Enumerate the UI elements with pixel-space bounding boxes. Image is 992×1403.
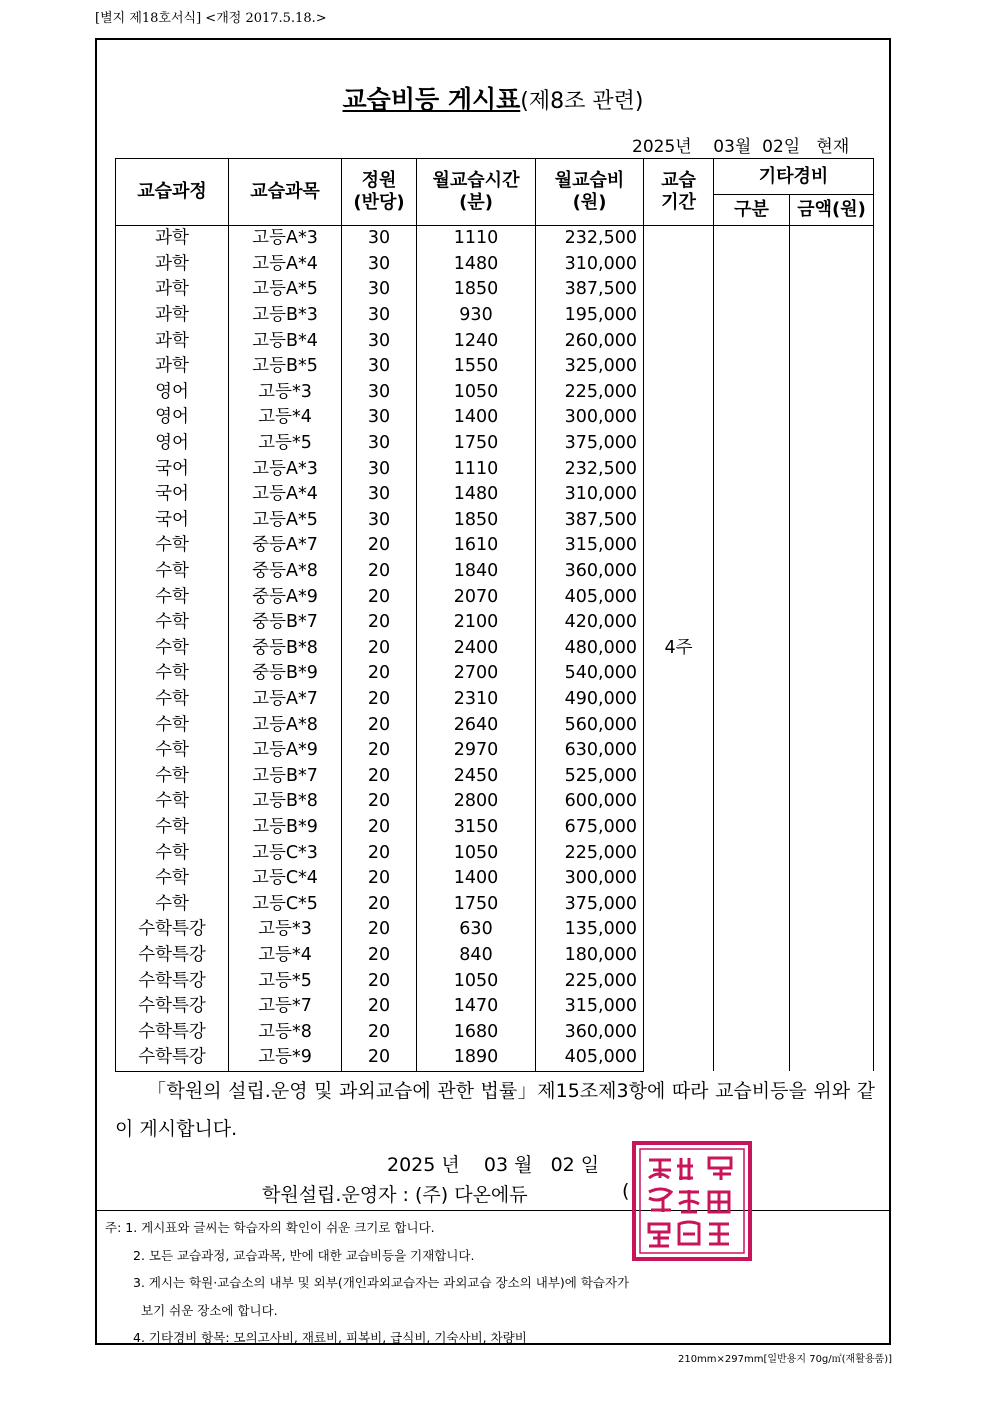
note-3: 3. 게시는 학원·교습소의 내부 및 외부(개인과외교습자는 과외교습 장소의 내부)에 학습자가 bbox=[133, 1275, 630, 1290]
cell-course: 과학 bbox=[116, 277, 229, 303]
notes bbox=[105, 1214, 629, 1352]
paper-size-footer: 210mm×297mm[일반용지 70g/㎡(재활용품)] bbox=[677, 1354, 892, 1365]
cell-capacity: 30 bbox=[342, 456, 417, 482]
cell-course: 수학특강 bbox=[116, 968, 229, 994]
cell-fee: 360,000 bbox=[536, 559, 644, 585]
cell-minutes: 1680 bbox=[417, 1019, 536, 1045]
cell-capacity: 20 bbox=[342, 789, 417, 815]
header-fee: 월교습비 (원) bbox=[536, 159, 644, 226]
cell-capacity: 20 bbox=[342, 712, 417, 738]
cell-subject: 고등*3 bbox=[229, 380, 342, 406]
cell-capacity: 30 bbox=[342, 405, 417, 431]
cell-capacity: 20 bbox=[342, 661, 417, 687]
note-4: 4. 기타경비 항목: 모의고사비, 재료비, 피복비, 급식비, 기숙사비, 차량비 bbox=[133, 1330, 527, 1345]
cell-fee: 405,000 bbox=[536, 584, 644, 610]
company-seal bbox=[631, 1140, 753, 1262]
note-2: 2. 모든 교습과정, 교습과목, 반에 대한 교습비등을 기재합니다. bbox=[133, 1247, 475, 1263]
cell-fee: 630,000 bbox=[536, 738, 644, 764]
cell-capacity: 30 bbox=[342, 328, 417, 354]
seal-paren: ( bbox=[622, 1180, 630, 1202]
cell-minutes: 2970 bbox=[417, 738, 536, 764]
cell-capacity: 20 bbox=[342, 636, 417, 662]
cell-capacity: 30 bbox=[342, 303, 417, 329]
cell-minutes: 3150 bbox=[417, 815, 536, 841]
cell-fee: 405,000 bbox=[536, 1045, 644, 1071]
cell-course: 수학 bbox=[116, 584, 229, 610]
cell-course: 수학특강 bbox=[116, 994, 229, 1020]
cell-capacity: 30 bbox=[342, 508, 417, 534]
cell-capacity: 20 bbox=[342, 815, 417, 841]
cell-course: 수학 bbox=[116, 866, 229, 892]
cell-capacity: 30 bbox=[342, 252, 417, 278]
statement-text: 「학원의 설립.운영 및 과외교습에 관한 법률」제15조제3항에 따라 교습비등을 위와 같이 게시합니다. bbox=[115, 1080, 875, 1140]
cell-capacity: 20 bbox=[342, 584, 417, 610]
cell-capacity: 30 bbox=[342, 482, 417, 508]
cell-minutes: 2700 bbox=[417, 661, 536, 687]
cell-fee: 490,000 bbox=[536, 687, 644, 713]
cell-minutes: 2450 bbox=[417, 763, 536, 789]
cell-course: 수학특강 bbox=[116, 1045, 229, 1071]
cell-fee: 375,000 bbox=[536, 891, 644, 917]
cell-minutes: 1610 bbox=[417, 533, 536, 559]
sign-date: 2025 년 03 월 02 일 bbox=[387, 1154, 600, 1176]
cell-fee: 260,000 bbox=[536, 328, 644, 354]
cell-fee: 225,000 bbox=[536, 380, 644, 406]
cell-course: 수학 bbox=[116, 840, 229, 866]
cell-minutes: 1110 bbox=[417, 456, 536, 482]
cell-course: 수학특강 bbox=[116, 917, 229, 943]
cell-capacity: 30 bbox=[342, 431, 417, 457]
cell-minutes: 1470 bbox=[417, 994, 536, 1020]
cell-minutes: 1480 bbox=[417, 482, 536, 508]
notes-divider bbox=[97, 1210, 889, 1211]
cell-capacity: 20 bbox=[342, 968, 417, 994]
cell-capacity: 20 bbox=[342, 1019, 417, 1045]
cell-minutes: 2100 bbox=[417, 610, 536, 636]
cell-fee: 480,000 bbox=[536, 636, 644, 662]
cell-course: 수학 bbox=[116, 712, 229, 738]
cell-fee: 600,000 bbox=[536, 789, 644, 815]
note-1: 주: 1. 게시표와 글씨는 학습자의 확인이 쉬운 크기로 합니다. bbox=[105, 1220, 435, 1235]
cell-fee: 375,000 bbox=[536, 431, 644, 457]
cell-course: 국어 bbox=[116, 508, 229, 534]
cell-course: 수학 bbox=[116, 559, 229, 585]
cell-course: 과학 bbox=[116, 252, 229, 278]
cell-course: 국어 bbox=[116, 456, 229, 482]
cell-minutes: 1840 bbox=[417, 559, 536, 585]
cell-period: 4주 bbox=[644, 226, 714, 1072]
cell-minutes: 1550 bbox=[417, 354, 536, 380]
page-title bbox=[97, 80, 889, 116]
operator-name: 학원설립.운영자 : (주) 다온에듀 bbox=[262, 1184, 528, 1206]
fee-table bbox=[115, 158, 874, 1072]
table-row bbox=[116, 226, 874, 252]
cell-course: 영어 bbox=[116, 405, 229, 431]
cell-capacity: 20 bbox=[342, 994, 417, 1020]
cell-course: 과학 bbox=[116, 303, 229, 329]
cell-capacity: 30 bbox=[342, 226, 417, 252]
cell-capacity: 20 bbox=[342, 891, 417, 917]
cell-course: 수학 bbox=[116, 610, 229, 636]
cell-minutes: 930 bbox=[417, 303, 536, 329]
cell-subject: 고등*9 bbox=[229, 1045, 342, 1071]
cell-fee: 195,000 bbox=[536, 303, 644, 329]
cell-minutes: 1050 bbox=[417, 968, 536, 994]
cell-subject: 고등*5 bbox=[229, 431, 342, 457]
cell-subject: 고등*4 bbox=[229, 405, 342, 431]
cell-minutes: 1750 bbox=[417, 431, 536, 457]
cell-minutes: 1240 bbox=[417, 328, 536, 354]
header-other-type: 구분 bbox=[714, 195, 790, 226]
cell-fee: 232,500 bbox=[536, 456, 644, 482]
title-sub: (제8조 관련) bbox=[520, 89, 644, 114]
cell-fee: 225,000 bbox=[536, 840, 644, 866]
header-subject: 교습과목 bbox=[229, 159, 342, 226]
cell-fee: 540,000 bbox=[536, 661, 644, 687]
cell-other-type bbox=[714, 226, 790, 1072]
cell-capacity: 20 bbox=[342, 1045, 417, 1071]
note-3-cont: 보기 쉬운 장소에 합니다. bbox=[141, 1302, 278, 1318]
cell-fee: 232,500 bbox=[536, 226, 644, 252]
cell-fee: 300,000 bbox=[536, 405, 644, 431]
cell-subject: 중등B*7 bbox=[229, 610, 342, 636]
cell-fee: 360,000 bbox=[536, 1019, 644, 1045]
cell-minutes: 2070 bbox=[417, 584, 536, 610]
cell-subject: 고등A*5 bbox=[229, 508, 342, 534]
cell-course: 수학 bbox=[116, 891, 229, 917]
cell-fee: 310,000 bbox=[536, 482, 644, 508]
cell-subject: 고등B*9 bbox=[229, 815, 342, 841]
cell-fee: 135,000 bbox=[536, 917, 644, 943]
cell-minutes: 1850 bbox=[417, 508, 536, 534]
header-period: 교습 기간 bbox=[644, 159, 714, 226]
cell-course: 과학 bbox=[116, 354, 229, 380]
cell-fee: 420,000 bbox=[536, 610, 644, 636]
title-main: 교습비등 게시표 bbox=[342, 85, 521, 114]
cell-subject: 중등B*8 bbox=[229, 636, 342, 662]
cell-minutes: 2640 bbox=[417, 712, 536, 738]
cell-subject: 고등*3 bbox=[229, 917, 342, 943]
cell-capacity: 20 bbox=[342, 687, 417, 713]
cell-course: 과학 bbox=[116, 226, 229, 252]
cell-course: 수학 bbox=[116, 738, 229, 764]
cell-course: 영어 bbox=[116, 431, 229, 457]
cell-subject: 고등*8 bbox=[229, 1019, 342, 1045]
cell-minutes: 2310 bbox=[417, 687, 536, 713]
cell-minutes: 1750 bbox=[417, 891, 536, 917]
cell-fee: 675,000 bbox=[536, 815, 644, 841]
cell-minutes: 630 bbox=[417, 917, 536, 943]
cell-subject: 고등*4 bbox=[229, 943, 342, 969]
cell-minutes: 840 bbox=[417, 943, 536, 969]
cell-subject: 고등A*4 bbox=[229, 482, 342, 508]
cell-subject: 고등C*5 bbox=[229, 891, 342, 917]
cell-capacity: 20 bbox=[342, 943, 417, 969]
cell-subject: 고등B*3 bbox=[229, 303, 342, 329]
cell-course: 수학 bbox=[116, 687, 229, 713]
cell-minutes: 2800 bbox=[417, 789, 536, 815]
cell-subject: 고등*5 bbox=[229, 968, 342, 994]
cell-subject: 고등A*3 bbox=[229, 456, 342, 482]
cell-capacity: 30 bbox=[342, 380, 417, 406]
cell-capacity: 20 bbox=[342, 866, 417, 892]
cell-subject: 고등A*4 bbox=[229, 252, 342, 278]
cell-subject: 고등*7 bbox=[229, 994, 342, 1020]
cell-other-amount bbox=[790, 226, 874, 1072]
cell-subject: 고등C*3 bbox=[229, 840, 342, 866]
cell-course: 수학특강 bbox=[116, 943, 229, 969]
cell-fee: 225,000 bbox=[536, 968, 644, 994]
cell-fee: 560,000 bbox=[536, 712, 644, 738]
statement bbox=[115, 1072, 875, 1148]
cell-fee: 300,000 bbox=[536, 866, 644, 892]
cell-capacity: 30 bbox=[342, 277, 417, 303]
cell-course: 수학 bbox=[116, 789, 229, 815]
cell-subject: 고등B*4 bbox=[229, 328, 342, 354]
form-number: [별지 제18호서식] <개정 2017.5.18.> bbox=[95, 11, 327, 26]
document-frame bbox=[95, 38, 891, 1345]
cell-fee: 387,500 bbox=[536, 508, 644, 534]
cell-subject: 고등B*7 bbox=[229, 763, 342, 789]
header-minutes: 월교습시간 (분) bbox=[417, 159, 536, 226]
cell-course: 수학 bbox=[116, 815, 229, 841]
cell-fee: 180,000 bbox=[536, 943, 644, 969]
cell-minutes: 1400 bbox=[417, 866, 536, 892]
cell-capacity: 20 bbox=[342, 559, 417, 585]
cell-capacity: 20 bbox=[342, 917, 417, 943]
cell-capacity: 20 bbox=[342, 738, 417, 764]
cell-minutes: 1050 bbox=[417, 380, 536, 406]
cell-capacity: 20 bbox=[342, 763, 417, 789]
cell-fee: 525,000 bbox=[536, 763, 644, 789]
cell-minutes: 1850 bbox=[417, 277, 536, 303]
cell-course: 수학특강 bbox=[116, 1019, 229, 1045]
cell-minutes: 1480 bbox=[417, 252, 536, 278]
cell-fee: 315,000 bbox=[536, 994, 644, 1020]
cell-course: 국어 bbox=[116, 482, 229, 508]
cell-subject: 고등A*9 bbox=[229, 738, 342, 764]
cell-subject: 고등C*4 bbox=[229, 866, 342, 892]
cell-subject: 중등B*9 bbox=[229, 661, 342, 687]
cell-minutes: 2400 bbox=[417, 636, 536, 662]
cell-subject: 고등A*8 bbox=[229, 712, 342, 738]
cell-capacity: 20 bbox=[342, 533, 417, 559]
cell-fee: 325,000 bbox=[536, 354, 644, 380]
cell-minutes: 1110 bbox=[417, 226, 536, 252]
cell-subject: 중등A*8 bbox=[229, 559, 342, 585]
cell-fee: 387,500 bbox=[536, 277, 644, 303]
cell-course: 영어 bbox=[116, 380, 229, 406]
cell-course: 수학 bbox=[116, 763, 229, 789]
as-of-date: 2025년 03월 02일 현재 bbox=[632, 137, 850, 157]
fee-table-body bbox=[116, 226, 874, 1072]
cell-course: 수학 bbox=[116, 636, 229, 662]
header-capacity: 정원 (반당) bbox=[342, 159, 417, 226]
header-course: 교습과정 bbox=[116, 159, 229, 226]
cell-course: 수학 bbox=[116, 533, 229, 559]
cell-capacity: 20 bbox=[342, 610, 417, 636]
cell-subject: 고등B*5 bbox=[229, 354, 342, 380]
cell-fee: 310,000 bbox=[536, 252, 644, 278]
cell-capacity: 20 bbox=[342, 840, 417, 866]
cell-subject: 중등A*9 bbox=[229, 584, 342, 610]
cell-course: 과학 bbox=[116, 328, 229, 354]
header-other-expenses: 기타경비 bbox=[714, 159, 874, 195]
cell-minutes: 1400 bbox=[417, 405, 536, 431]
cell-subject: 고등A*7 bbox=[229, 687, 342, 713]
cell-fee: 315,000 bbox=[536, 533, 644, 559]
cell-capacity: 30 bbox=[342, 354, 417, 380]
header-other-amount: 금액(원) bbox=[790, 195, 874, 226]
cell-course: 수학 bbox=[116, 661, 229, 687]
cell-minutes: 1890 bbox=[417, 1045, 536, 1071]
cell-minutes: 1050 bbox=[417, 840, 536, 866]
cell-subject: 중등A*7 bbox=[229, 533, 342, 559]
cell-subject: 고등B*8 bbox=[229, 789, 342, 815]
cell-subject: 고등A*3 bbox=[229, 226, 342, 252]
cell-subject: 고등A*5 bbox=[229, 277, 342, 303]
